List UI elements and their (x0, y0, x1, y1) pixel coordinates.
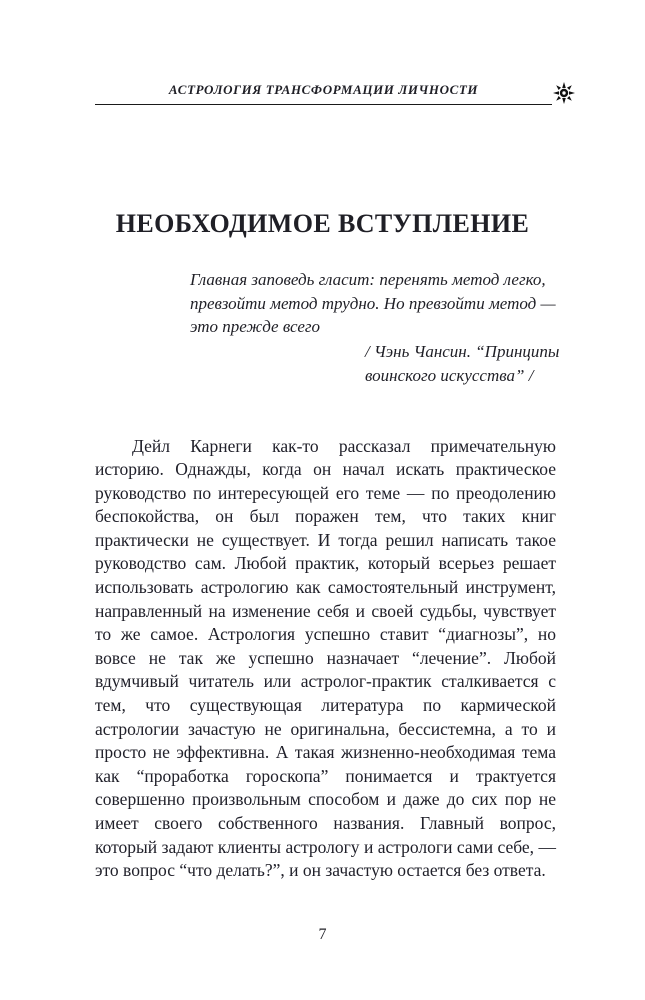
chapter-title: НЕОБХОДИМОЕ ВСТУПЛЕНИЕ (115, 209, 530, 239)
sun-icon (553, 82, 575, 104)
epigraph-text: Главная заповедь гласит: перенять метод легко, превзойти метод трудно. Но превзойти метод — это прежде всего (190, 270, 556, 336)
body-paragraph: Дейл Карнеги как-то рассказал примечательную историю. Однажды, когда он начал искать практическое руководство по интересующей его теме — по преодолению беспокойства, он был поражен тем, что таких книг практически не существует. И тогда решил написать такое руководство сам. Любой практик, который всерьез решает использовать астрологию как самостоятельный инструмент, направленный на изменение себя и своей судьбы, чувствует то же самое. Астрология успешно ставит “диагнозы”, но вовсе не так же успешно назначает “лечение”. Любой вдумчивый читатель или астролог-практик сталкивается с тем, что существующая литература по кармической астрологии зачастую не оригинальна, бессистемна, а то и просто не эффективна. А такая жизненно-необходимая тема как “проработка гороскопа” понимается и трактуется совершенно произвольным способом и даже до сих пор не имеет своего собственного названия. Главный вопрос, который задают клиенты астрологу и астрологи сами себе, — это вопрос “что делать?”, и он зачастую остается без ответа. (95, 435, 556, 881)
page-number: 7 (318, 926, 327, 943)
running-head (95, 78, 552, 105)
running-head-title: АСТРОЛОГИЯ ТРАНСФОРМАЦИИ ЛИЧНОСТИ (168, 82, 479, 97)
epigraph-attribution: / Чэнь Чансин. “Принципы воинского искусства” / (365, 342, 560, 385)
